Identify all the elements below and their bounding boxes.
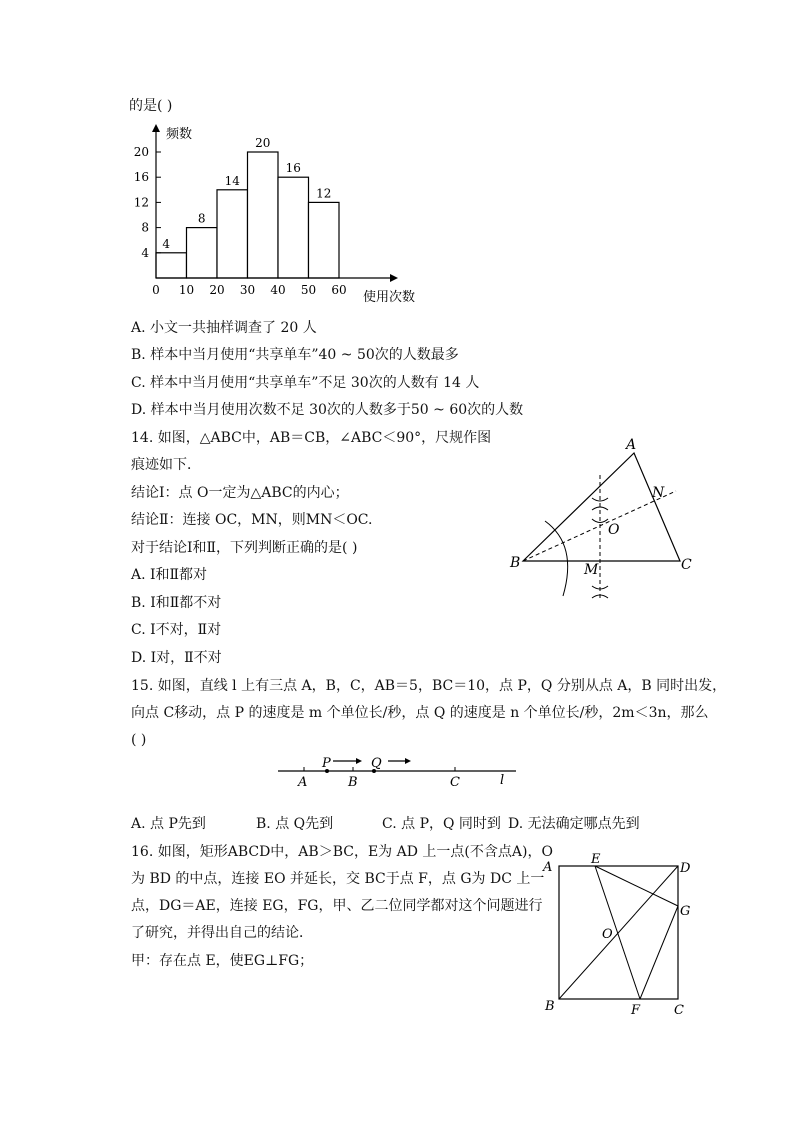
q15-option-c: C. 点 P，Q 同时到 (382, 816, 501, 832)
q16-stem-line1: 16. 如图，矩形ABCD中，AB＞BC，E为 AD 上一点(不含点A)，O (131, 844, 553, 860)
q13-option-c: C. 样本中当月使用“共享单车”不足 30次的人数有 14 人 (131, 375, 480, 391)
q15-stem-line2: 向点 C移动，点 P 的速度是 m 个单位长/秒，点 Q 的速度是 n 个单位长/秒，2m＜3n，那么 (131, 705, 709, 721)
bar-value-label: 8 (197, 211, 206, 226)
x-tick-label: 60 (331, 283, 347, 297)
label-o: O (608, 522, 620, 538)
diagonal-bd (559, 866, 678, 999)
q15-number-line-figure (270, 752, 530, 792)
histogram-bar (187, 228, 218, 278)
y-axis-arrow (152, 124, 160, 132)
histogram-bar (309, 202, 340, 278)
label-c: C (674, 1003, 684, 1018)
q14-option-a: A. Ⅰ和Ⅱ都对 (131, 567, 208, 583)
q15-stem-line3: ( ) (131, 732, 147, 748)
x-tick-label: 50 (300, 283, 317, 297)
label-a: A (626, 437, 637, 453)
label-p: P (322, 756, 331, 771)
histogram-bar (156, 253, 187, 278)
label-b: B (348, 775, 358, 790)
label-a: A (298, 775, 308, 790)
q14-stem-line2: 痕迹如下． (131, 457, 201, 473)
arrow-p-head (356, 758, 362, 764)
histogram-bar (278, 177, 309, 278)
y-tick-label: 8 (141, 220, 149, 235)
q13-option-a: A. 小文一共抽样调查了 20 人 (131, 320, 317, 336)
q16-stem-line3: 点，DG＝AE，连接 EG，FG，甲、乙二位同学都对这个问题进行 (131, 898, 543, 914)
label-n: N (652, 485, 665, 501)
q14-stem-line1: 14. 如图，△ABC中，AB＝CB，∠ABC＜90°，尺规作图 (131, 430, 492, 446)
q16-rectangle-figure (538, 850, 698, 1020)
q13-option-d: D. 样本中当月使用次数不足 30次的人数多于50 ~ 60次的人数 (131, 402, 524, 418)
label-f: F (631, 1003, 641, 1018)
x-tick-label: 30 (239, 283, 256, 297)
x-axis-arrow (390, 274, 398, 282)
arrow-q-head (405, 758, 411, 764)
q15-option-d: D. 无法确定哪点先到 (508, 816, 640, 832)
compass-arc (545, 521, 568, 596)
label-o: O (602, 927, 613, 942)
label-e: E (591, 852, 601, 867)
x-tick-label: 20 (209, 283, 225, 297)
q14-option-b: B. Ⅰ和Ⅱ都不对 (131, 595, 222, 611)
label-d: D (680, 861, 691, 876)
q14-triangle-figure (500, 430, 710, 610)
x-tick-label: 10 (178, 283, 195, 297)
label-a: A (543, 860, 553, 875)
y-tick-label: 12 (133, 195, 149, 210)
histogram-bar (217, 190, 248, 278)
histogram-chart (125, 118, 425, 308)
x-tick-label: 0 (152, 283, 160, 297)
question-lead: 的是( ) (129, 98, 173, 114)
label-b: B (510, 555, 521, 571)
bar-value-label: 4 (162, 236, 171, 251)
q13-option-b: B. 样本中当月使用“共享单车”40 ~ 50次的人数最多 (131, 347, 459, 363)
bar-value-label: 14 (224, 173, 240, 188)
label-q: Q (371, 756, 382, 771)
x-tick-label: 40 (270, 283, 286, 297)
q16-stem-line2: 为 BD 的中点，连接 EO 并延长，交 BC于点 F，点 G为 DC 上一 (131, 871, 545, 887)
y-tick-label: 16 (133, 170, 149, 185)
q14-conclusion-2: 结论Ⅱ：连接 OC，MN，则MN＜OC. (131, 512, 373, 528)
histogram-bar (248, 152, 279, 278)
arc-mark-top-2 (592, 507, 608, 510)
y-tick-label: 4 (141, 245, 149, 260)
y-tick-label: 20 (133, 145, 149, 159)
label-m: M (584, 562, 599, 578)
q15-option-b: B. 点 Q先到 (256, 816, 334, 832)
q14-option-c: C. Ⅰ不对，Ⅱ对 (131, 622, 222, 638)
label-g: G (680, 904, 691, 919)
label-c: C (681, 557, 692, 573)
bar-value-label: 20 (255, 136, 271, 150)
q14-conclusion-1: 结论Ⅰ：点 O一定为△ABC的内心； (131, 485, 349, 501)
x-axis-title: 使用次数 (363, 290, 416, 305)
segment-fg (640, 906, 678, 999)
segment-eg (595, 866, 678, 906)
label-b: B (545, 999, 555, 1014)
q14-option-d: D. Ⅰ对，Ⅱ不对 (131, 650, 222, 666)
bar-value-label: 12 (316, 186, 332, 201)
q15-option-a: A. 点 P先到 (131, 816, 206, 832)
q16-stem-line4: 了研究，并得出自己的结论． (131, 925, 313, 941)
label-l: l (500, 773, 505, 788)
q14-question: 对于结论Ⅰ和Ⅱ，下列判断正确的是( ) (131, 540, 358, 556)
q15-stem-line1: 15. 如图，直线 l 上有三点 A，B，C，AB＝5，BC＝10，点 P，Q 分别从点 A，B 同时出发， (131, 678, 727, 694)
label-c: C (450, 775, 460, 790)
q16-statement-jia: 甲：存在点 E，使EG⊥FG； (131, 953, 314, 969)
bar-value-label: 16 (285, 161, 301, 176)
y-axis-title: 频数 (166, 127, 193, 142)
